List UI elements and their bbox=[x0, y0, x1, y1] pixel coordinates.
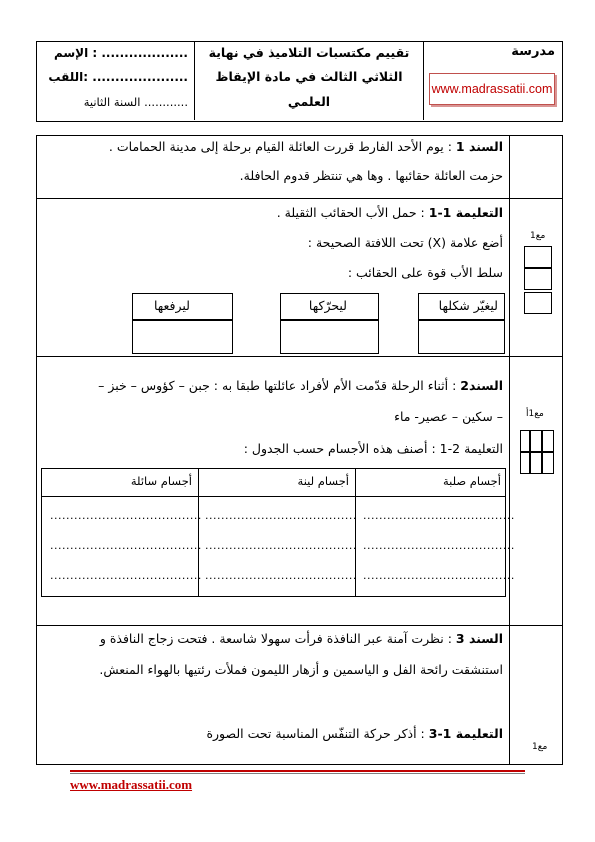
divider-1 bbox=[36, 198, 563, 199]
answer-line-liquid-3[interactable]: ...................................... bbox=[50, 569, 202, 582]
footer-rule-red bbox=[70, 770, 525, 772]
table-header-soft: أجسام لينة bbox=[297, 474, 349, 488]
header-box bbox=[36, 41, 563, 122]
divider-2 bbox=[36, 356, 563, 357]
score-box-2e[interactable] bbox=[530, 452, 542, 474]
instruction-3-1-title: التعليمة 1-3 bbox=[428, 726, 503, 741]
sanad-2 bbox=[98, 378, 503, 393]
school-label: مدرسة bbox=[511, 44, 555, 59]
margin-column-divider bbox=[509, 135, 510, 765]
table-header-liquid: أجسام سائلة bbox=[130, 474, 192, 488]
sanad-3 bbox=[100, 631, 503, 646]
sanad-1-title: السند 1 bbox=[455, 139, 503, 154]
website-link[interactable]: www.madrassatii.com bbox=[431, 82, 553, 96]
sanad-3-title: السند 3 bbox=[455, 631, 503, 646]
answer-line-liquid-1[interactable]: ...................................... bbox=[50, 509, 202, 522]
name-field[interactable]: الإسم : ................... bbox=[53, 46, 188, 60]
answer-line-solid-1[interactable]: ...................................... bbox=[363, 509, 515, 522]
divider-3 bbox=[36, 625, 563, 626]
surname-field[interactable]: اللقب: ..................... bbox=[48, 70, 188, 84]
instruction-2-1: التعليمة 2-1 : أصنف هذه الأجسام حسب الجدول : bbox=[243, 441, 503, 456]
answer-line-liquid-2[interactable]: ...................................... bbox=[50, 539, 202, 552]
title-line-2: الثلاثي الثالث في مادة الإيقاظ bbox=[215, 69, 403, 84]
instruction-1-1-line-4: سلط الأب قوة على الحقائب : bbox=[347, 265, 503, 280]
answer-line-soft-1[interactable]: ...................................... bbox=[205, 509, 357, 522]
choice-label-1: ليغيّر شكلها bbox=[438, 298, 498, 313]
instruction-1-1 bbox=[277, 205, 503, 220]
instruction-3-1 bbox=[206, 726, 503, 741]
table-header-divider bbox=[42, 496, 505, 497]
code-section-1: مع1 bbox=[530, 231, 546, 241]
instruction-1-1-text: : حمل الأب الحقائب الثقيلة . bbox=[276, 205, 429, 220]
score-box-2c[interactable] bbox=[542, 430, 554, 452]
instruction-1-1-title: التعليمة 1-1 bbox=[428, 205, 503, 220]
answer-line-solid-2[interactable]: ...................................... bbox=[363, 539, 515, 552]
instruction-3-1-text: : أذكر حركة التنفّس المناسبة تحت الصورة bbox=[206, 726, 429, 741]
score-box-2b[interactable] bbox=[530, 430, 542, 452]
title-line-1: تقييم مكتسبات التلاميذ في نهاية bbox=[208, 45, 410, 60]
year-field[interactable]: السنة الثانية ............ bbox=[83, 95, 188, 109]
website-box bbox=[429, 73, 555, 105]
score-box-1a[interactable] bbox=[524, 246, 552, 268]
answer-line-soft-2[interactable]: ...................................... bbox=[205, 539, 357, 552]
score-box-1c[interactable] bbox=[524, 292, 552, 314]
answer-box-3[interactable] bbox=[132, 320, 233, 354]
title-cell bbox=[194, 42, 424, 120]
score-box-1b[interactable] bbox=[524, 268, 552, 290]
code-section-2: مع1أ bbox=[526, 409, 544, 419]
score-box-2d[interactable] bbox=[520, 452, 530, 474]
code-section-3: مع1 bbox=[532, 742, 548, 752]
footer-website-link[interactable]: www.madrassatii.com bbox=[70, 777, 193, 792]
student-info-cell bbox=[37, 42, 193, 120]
footer-rule-grey bbox=[70, 773, 525, 774]
school-cell bbox=[425, 42, 561, 120]
sanad-2-title: السند2 bbox=[460, 378, 503, 393]
choice-label-2: ليحرّكها bbox=[308, 298, 347, 313]
choice-label-3: ليرفعها bbox=[153, 298, 190, 313]
answer-line-solid-3[interactable]: ...................................... bbox=[363, 569, 515, 582]
answer-box-2[interactable] bbox=[280, 320, 379, 354]
table-header-solid: أجسام صلبة bbox=[442, 474, 501, 488]
sanad-1-line-2: حزمت العائلة حقائبها . وها هي تنتظر قدوم الحافلة. bbox=[239, 168, 503, 183]
sanad-1-line-1: : يوم الأحد الفارط قررت العائلة القيام برحلة إلى مدينة الحمامات . bbox=[108, 139, 456, 154]
title-line-3: العلمي bbox=[287, 94, 331, 109]
score-box-2f[interactable] bbox=[542, 452, 554, 474]
sanad-3-line-1: : نظرت آمنة عبر النافذة فرأت سهولا شاسعة . فتحت زجاج النافذة و bbox=[99, 631, 456, 646]
answer-box-1[interactable] bbox=[418, 320, 505, 354]
sanad-2-line-1: : أثناء الرحلة قدّمت الأم لأفراد عائلتها طبقا به : جبن – كؤوس – خبز – bbox=[98, 378, 461, 393]
sanad-3-line-2: استنشقت رائحة الفل و الياسمين و أزهار الليمون فملأت رئتيها بالهواء المنعش. bbox=[99, 662, 503, 677]
instruction-1-1-line-3: أضع علامة (X) تحت اللافتة الصحيحة : bbox=[307, 235, 503, 250]
sanad-2-line-2: – سكين – عصير- ماء bbox=[394, 409, 503, 424]
answer-line-soft-3[interactable]: ...................................... bbox=[205, 569, 357, 582]
sanad-1 bbox=[109, 139, 503, 154]
score-box-2a[interactable] bbox=[520, 430, 530, 452]
classification-table bbox=[41, 468, 515, 597]
